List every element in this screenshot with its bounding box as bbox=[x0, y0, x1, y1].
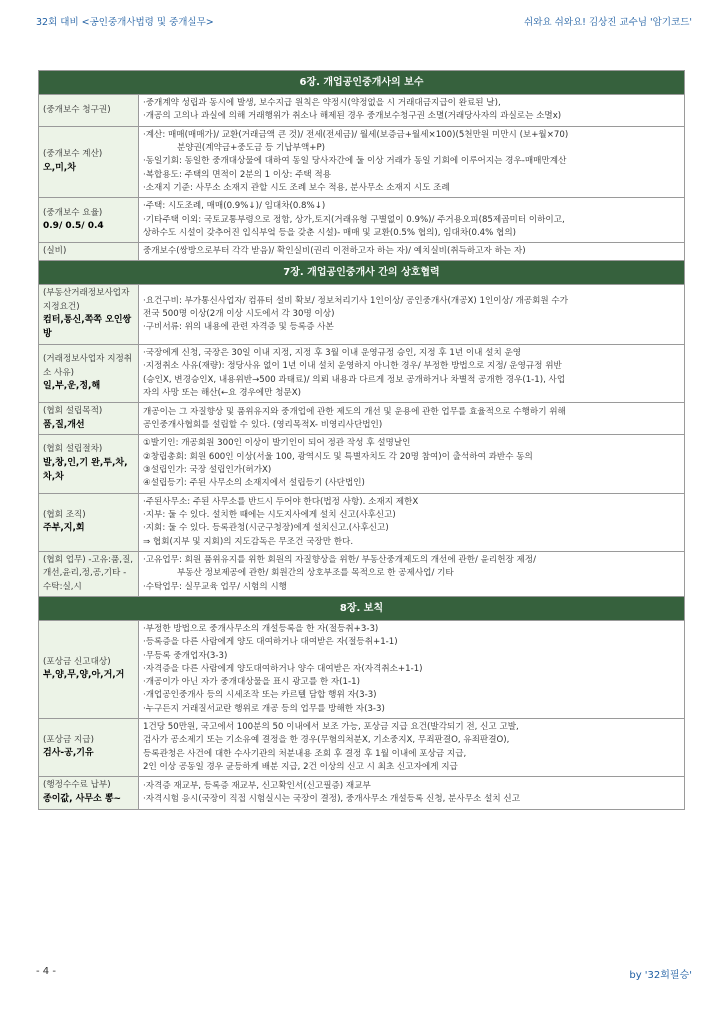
row-label: (중개보수 요율) bbox=[43, 207, 103, 218]
row-label-cell bbox=[39, 285, 139, 345]
table-row bbox=[39, 126, 685, 198]
row-label: (실비) bbox=[43, 246, 67, 257]
row-label-cell bbox=[39, 493, 139, 551]
row-label-cell bbox=[39, 719, 139, 777]
content-line: 2인 이상 공동일 경우 균등하게 배분 지급, 2건 이상의 신고 시 최초 신고자에게 지급 bbox=[143, 762, 458, 772]
row-content-cell bbox=[139, 403, 685, 435]
memory-code: 부,양,무,양,아,거,거 bbox=[43, 670, 125, 681]
section-title: 6장. 개업공인중개사의 보수 bbox=[39, 71, 685, 95]
content-line: ·중개계약 성립과 동시에 발생, 보수지급 원칙은 약정시(약정없을 시 거래대금지급이 완료된 날), bbox=[143, 98, 501, 108]
content-line: ·소재지 기준: 사무소 소재지 관할 시도 조례 보수 적용, 분사무소 소재지 시도 조례 bbox=[143, 182, 450, 193]
content-line: ②창립총회: 회원 600인 이상(서울 100, 광역시도 및 특별자치도 각 20명 참여)이 출석하여 과반수 동의 bbox=[143, 451, 533, 462]
row-label-cell bbox=[39, 95, 139, 127]
content-line: ·개공이가 아닌 자가 중개대상물을 표시 광고를 한 자(1-1) bbox=[143, 677, 360, 688]
content-line: ·구비서류: 위의 내용에 관련 자격증 및 등록증 사본 bbox=[143, 322, 334, 333]
section-title: 7장. 개업공인중개사 간의 상호협력 bbox=[39, 261, 685, 285]
content-line: ·개공의 고의나 과실에 의해 거래행위가 취소나 해제된 경우 중개보수청구권 소멸(거래당사자의 과실로는 소멸x) bbox=[143, 111, 562, 122]
memory-code: 일,부,운,정,해 bbox=[43, 380, 101, 391]
row-content-cell bbox=[139, 95, 685, 127]
row-content-cell bbox=[139, 344, 685, 402]
summary-table bbox=[38, 70, 685, 810]
table-row bbox=[39, 435, 685, 493]
content-line: 공인중개사협회를 설립할 수 있다. (영리목적X- 비영리사단법인) bbox=[143, 419, 383, 430]
content-line: ·계산: 매매(매매가)/ 교환(거래금액 큰 것)/ 전세(전세금)/ 월세(보증금+월세×100)(5천만원 미만시 (보+월×70) bbox=[143, 129, 569, 140]
memory-code: 컴터,통신,쪽쪽 오인쌍방 bbox=[43, 315, 132, 339]
content-line: (승인X, 변경승인X, 내용위반→500 과태료)/ 의뢰 내용과 다르게 정보 공개하거나 차별적 공개한 경우(1-1), 사업 bbox=[143, 374, 566, 385]
section-row bbox=[39, 596, 685, 620]
content-line: ·지회: 둘 수 있다. 등록관청(시군구청장)에게 설치신고.(사후신고) bbox=[143, 523, 389, 534]
table-row bbox=[39, 403, 685, 435]
header-left-text: 32회 대비 <공인중개사법령 및 중개실무> bbox=[36, 17, 214, 28]
content-line: 상하수도 시설이 갖추어진 입식부엌 등을 갖춘 시설)- 매매 및 교환(0.5% 협의), 임대차(0.4% 협의) bbox=[143, 227, 516, 238]
row-content-cell bbox=[139, 126, 685, 198]
memory-code: 0.9/ 0.5/ 0.4 bbox=[43, 220, 104, 231]
content-line: ·무등록 중개업자(3-3) bbox=[143, 650, 228, 661]
content-line: ·동일기회: 동일한 중개대상물에 대하여 동일 당사자간에 둘 이상 거래가 동일 기회에 이루어지는 경우-매매만계산 bbox=[143, 156, 567, 167]
table-row bbox=[39, 285, 685, 345]
content-line: ·주된사무소: 주된 사무소를 반드시 두어야 한다(법정 사항). 소재지 제한X bbox=[143, 496, 419, 507]
table-row bbox=[39, 198, 685, 243]
content-line: ·자격증 재교부, 등록증 재교부, 신고확인서(신고필증) 재교부 bbox=[143, 780, 371, 791]
section-row bbox=[39, 71, 685, 95]
content-line: ③설립인가: 국장 설립인가(허가X) bbox=[143, 465, 272, 476]
content-line: ⇒ 협회(지부 및 지회)의 지도감독은 무조건 국장만 한다. bbox=[143, 536, 354, 547]
page-header bbox=[36, 14, 692, 28]
table-row bbox=[39, 620, 685, 718]
section-row bbox=[39, 261, 685, 285]
content-line: ·주택: 시도조례, 매매(0.9%↓)/ 임대차(0.8%↓) bbox=[143, 201, 326, 212]
content-line: ·누구든지 거래질서교란 행위로 개공 등의 업무를 방해한 자(3-3) bbox=[143, 703, 385, 714]
row-content-cell bbox=[139, 435, 685, 493]
footer-credit: by '32회필승' bbox=[629, 970, 692, 981]
content-line: ·고유업무: 회원 품위유지를 위한 회원의 자질향상을 위한/ 부동산중개제도의 개선에 관한/ 윤리헌장 제정/ bbox=[143, 554, 537, 565]
content-line: ·자격증을 다른 사람에게 양도대여하거나 양수 대여받은 자(자격취소+1-1) bbox=[143, 663, 423, 674]
row-content-cell bbox=[139, 198, 685, 243]
content-line: ·수탁업무: 실무교육 업무/ 시험의 시행 bbox=[143, 581, 287, 592]
content-line: ·지부: 둘 수 있다. 설치한 때에는 시도지사에게 설치 신고(사후신고) bbox=[143, 510, 396, 520]
content-line: ·자격시험 응시(국장이 직접 시험실시는 국장이 결정), 중개사무소 개설등록 신청, 분사무소 설치 신고 bbox=[143, 793, 521, 804]
content-line: 부동산 정보제공에 관한/ 회원간의 상호부조를 목적으로 한 공제사업/ 기타 bbox=[177, 568, 454, 579]
memory-code: 발,창,인,기 완,투,차,차,차 bbox=[43, 457, 128, 482]
row-label: (부동산거래정보사업자 지정요건) bbox=[43, 288, 130, 312]
content-line: ·지정취소 사유(재량): 정당사유 없이 1년 이내 설치 운영하지 아니한 경우/ 부정한 방법으로 지정/ 운영규정 위반 bbox=[143, 361, 562, 372]
row-label: (협회 조직) bbox=[43, 509, 86, 520]
content-line: 중개보수(쌍방으로부터 각각 받음)/ 확인실비(권리 이전하고자 하는 자)/ 예치실비(취득하고자 하는 자) bbox=[143, 246, 526, 257]
row-label: (중개보수 계산) bbox=[43, 149, 103, 160]
header-right-text: 쉬와요 쉬와요! 김상진 교수님 '암기코드' bbox=[524, 17, 692, 28]
row-label-cell bbox=[39, 403, 139, 435]
row-content-cell bbox=[139, 285, 685, 345]
content-line: ·개업공인중개사 등의 시세조작 또는 카르텔 담합 행위 자(3-3) bbox=[143, 690, 377, 701]
memory-code: 주부,지,회 bbox=[43, 523, 85, 533]
table-row bbox=[39, 551, 685, 596]
content-line: 등록관청은 사건에 대한 수사기관의 처분내용 조회 후 결정 후 1월 이내에 포상금 지급, bbox=[143, 748, 467, 759]
content-line: ·부정한 방법으로 중개사무소의 개설등록을 한 자(절등취+3-3) bbox=[143, 623, 379, 634]
table-row bbox=[39, 493, 685, 551]
row-label: (중개보수 청구권) bbox=[43, 104, 111, 115]
row-label: (협회 업무) -고유:품,질,개선,윤리,정,공,기타 -수탁:실,시 bbox=[43, 554, 134, 592]
table-row bbox=[39, 95, 685, 127]
row-label-cell bbox=[39, 198, 139, 243]
row-label: (행정수수료 납부) bbox=[43, 780, 111, 791]
row-label-cell bbox=[39, 435, 139, 493]
memory-code: 오,미,차 bbox=[43, 162, 76, 173]
content-line: ·요건구비: 부가통신사업자/ 컴퓨터 설비 확보/ 정보처리기사 1인이상/ 공인중개사(개공X) 1인이상/ 개공회원 수가 bbox=[143, 295, 569, 306]
content-line: ④설립등기: 주된 사무소의 소재지에서 설립등기 (사단법인) bbox=[143, 478, 365, 489]
content-line: 분양권(계약금+중도금 등 기납부액+P) bbox=[177, 142, 325, 153]
row-content-cell bbox=[139, 777, 685, 809]
content-line: 전국 500명 이상(2개 이상 시도에서 각 30명 이상) bbox=[143, 309, 335, 320]
content-line: ·복합용도: 주택의 면적이 2분의 1 이상: 주택 적용 bbox=[143, 169, 332, 180]
content-line: ·등록증을 다른 사람에게 양도 대여하거나 대여받은 자(절등취+1-1) bbox=[143, 637, 398, 648]
content-line: ①발기인: 개공회원 300인 이상이 발기인이 되어 정관 작성 후 설명날인 bbox=[143, 438, 411, 449]
section-title: 8장. 보칙 bbox=[39, 596, 685, 620]
content-line: ·기타주택 이외: 국토교통부령으로 정함, 상가,토지(거래유형 구별없이 0.9%)/ 주거용오피(85제곱미터 이하이고, bbox=[143, 214, 565, 225]
content-line: 검사가 공소제기 또는 기소유예 결정을 한 경우(무혐의처분X, 기소중지X, 무죄판결O, 유죄판결O), bbox=[143, 735, 510, 746]
table-row bbox=[39, 777, 685, 809]
content-line: 1건당 50만원, 국고에서 100분의 50 이내에서 보조 가능, 포상금 지급 요건(발각되기 전, 신고 고발, bbox=[143, 722, 519, 733]
memory-code: 품,질,개선 bbox=[43, 419, 85, 430]
row-label: (포상금 지급) bbox=[43, 735, 94, 746]
row-label-cell bbox=[39, 344, 139, 402]
memory-code: 종이값, 사무소 뽕~ bbox=[43, 793, 122, 804]
row-content-cell bbox=[139, 620, 685, 718]
row-label-cell bbox=[39, 243, 139, 261]
row-content-cell bbox=[139, 719, 685, 777]
row-label-cell bbox=[39, 777, 139, 809]
row-content-cell bbox=[139, 243, 685, 261]
content-line: 개공이는 그 자질향상 및 품위유지와 중개업에 관한 제도의 개선 및 운용에 관한 업무를 효율적으로 수행하기 위해 bbox=[143, 406, 566, 417]
row-label: (협회 설립절차) bbox=[43, 444, 103, 455]
row-label-cell bbox=[39, 551, 139, 596]
content-line: 자의 사망 또는 해산(←요 경우에만 청문X) bbox=[143, 387, 301, 398]
row-label: (거래정보사업자 지정취소 사유) bbox=[43, 354, 133, 378]
row-label-cell bbox=[39, 126, 139, 198]
content-line: ·국장에게 신청, 국장은 30일 이내 지정, 지정 후 3월 이내 운영규정 승인, 지정 후 1년 이내 설치 운영 bbox=[143, 347, 522, 358]
table-row bbox=[39, 344, 685, 402]
memory-code: 검사-공,기유 bbox=[43, 748, 94, 759]
row-label: (포상금 신고대상) bbox=[43, 656, 111, 667]
table-row bbox=[39, 719, 685, 777]
row-label: (협회 설립목적) bbox=[43, 406, 103, 417]
row-label-cell bbox=[39, 620, 139, 718]
page-number: - 4 - bbox=[36, 966, 56, 977]
row-content-cell bbox=[139, 551, 685, 596]
row-content-cell bbox=[139, 493, 685, 551]
table-row bbox=[39, 243, 685, 261]
